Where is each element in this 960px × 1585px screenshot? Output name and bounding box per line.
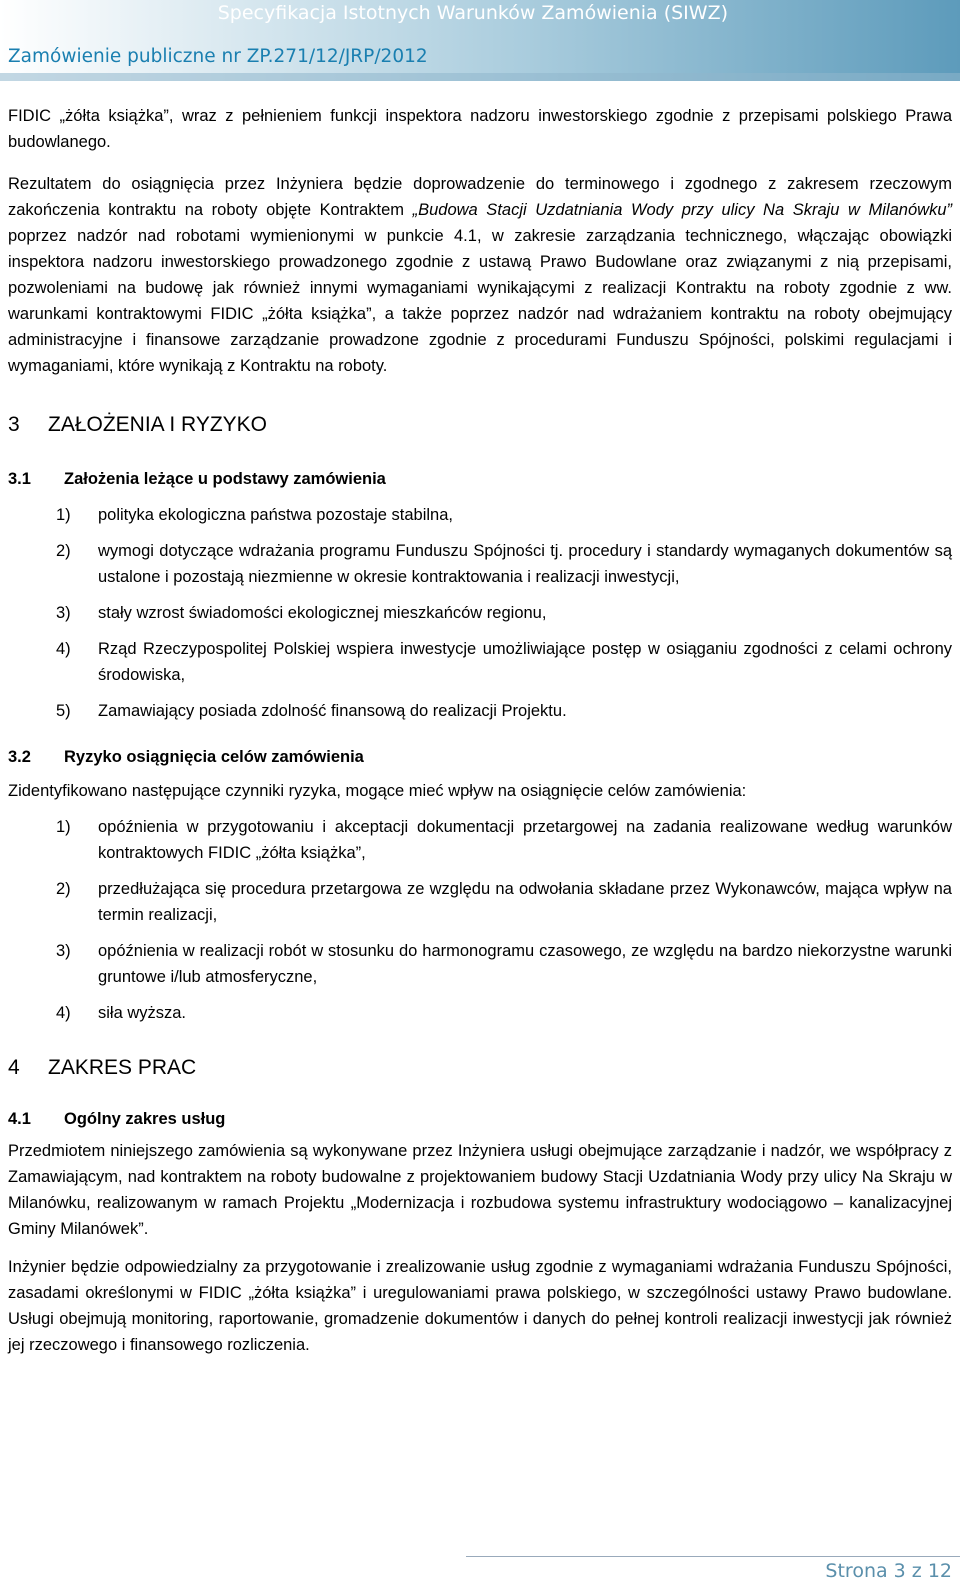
contract-name: „Budowa Stacji Uzdatniania Wody przy ulicy Na Skraju w Milanówku” bbox=[412, 201, 952, 219]
footer-rule bbox=[466, 1556, 960, 1557]
list-item: 2) przedłużająca się procedura przetargowa ze względu na odwołania składane przez Wykonawców, mająca wpływ na termin realizacji, bbox=[56, 880, 952, 924]
risk-list bbox=[8, 814, 952, 1026]
list-item: 2) wymogi dotyczące wdrażania programu Funduszu Spójności tj. procedury i standardy wymaganych dokumentów są ustalone i pozostają niezmienne w okresie kontraktowania i realizacji inwestycji, bbox=[56, 542, 952, 586]
list-item: 4) siła wyższa. bbox=[56, 1004, 187, 1022]
page-number: Strona 3 z 12 bbox=[825, 1560, 952, 1582]
risk-lead: Zidentyfikowano następujące czynniki ryzyka, mogące mieć wpływ na osiągnięcie celów zamówienia: bbox=[8, 782, 747, 800]
section-4-heading: 4 ZAKRES PRAC bbox=[8, 1056, 197, 1079]
scope-paragraph-1: Przedmiotem niniejszego zamówienia są wykonywane przez Inżyniera usługi obejmujące zarządzanie i nadzór, we współpracy z Zamawiającym, nad kontraktem na roboty budowalne z projektowaniem budowy Stacji Uzdatniania Wody przy ulicy Na Skraju w Milanówku, realizowanym w ramach Projektu „Modernizacja i rozbudowa systemu infrastruktury wodociągowo – kanalizacyjnej Gminy Milanówek”. bbox=[8, 1142, 952, 1238]
header-rule bbox=[0, 73, 960, 81]
section-3-heading: 3 ZAŁOŻENIA I RYZYKO bbox=[8, 413, 268, 436]
procurement-number: Zamówienie publiczne nr ZP.271/12/JRP/2012 bbox=[8, 46, 428, 67]
assumptions-list bbox=[8, 502, 952, 724]
list-item: 5) Zamawiający posiada zdolność finansową do realizacji Projektu. bbox=[56, 702, 567, 720]
intro-paragraph-1: FIDIC „żółta książka”, wraz z pełnieniem funkcji inspektora nadzoru inwestorskiego zgodnie z przepisami polskiego Prawa budowlanego. bbox=[8, 107, 952, 151]
list-item: 1) opóźnienia w przygotowaniu i akceptacji dokumentacji przetargowej na zadania realizowane według warunków kontraktowych FIDIC „żółta książka”, bbox=[56, 818, 952, 862]
scope-paragraph-2: Inżynier będzie odpowiedzialny za przygotowanie i zrealizowanie usług zgodnie z wymaganiami wdrażania Funduszu Spójności, zasadami określonymi w FIDIC „żółta książka” i uregulowaniami prawa polskiego, w szczególności ustawy Prawo budowlane. Usługi obejmują monitoring, raportowanie, gromadzenie dokumentów i danych do pełnej kontroli realizacji inwestycji jak również jej rzeczowego i finansowego rozliczenia. bbox=[8, 1258, 952, 1354]
page-content bbox=[8, 103, 952, 1358]
intro-paragraph-2: Rezultatem do osiągnięcia przez Inżyniera będzie doprowadzenie do terminowego i zgodnego z zakresem rzeczowym zakończenia kontraktu na roboty objęte Kontraktem „Budowa Stacji Uzdatniania Wody przy ulicy Na Skraju w Milanówku” poprzez nadzór nad robotami wymienionymi w punkcie 4.1, w zakresie zarządzania technicznego, włączając obowiązki inspektora nadzoru inwestorskiego prowadzonego zgodnie z ustawą Prawo Budowlane oraz związanymi z nią przepisami, pozwoleniami na budowę jak również innymi wymaganiami wynikającymi z realizacji Kontraktu na roboty zgodnie z ww. warunkami kontraktowymi FIDIC „żółta książka”, a także poprzez nadzór nad wdrażaniem kontraktu na roboty obejmujący administracyjne i finansowe zarządzanie prowadzone zgodnie z procedurami Funduszu Spójności, polskimi regulacjami i wymaganiami, które wynikają z Kontraktu na roboty. bbox=[8, 175, 952, 375]
document-title: Specyfikacja Istotnych Warunków Zamówienia (SIWZ) bbox=[217, 2, 728, 24]
section-3-1-heading: 3.1 Założenia leżące u podstawy zamówienia bbox=[8, 470, 386, 488]
section-3-2-heading: 3.2 Ryzyko osiągnięcia celów zamówienia bbox=[8, 748, 364, 766]
section-4-1-heading: 4.1 Ogólny zakres usług bbox=[8, 1110, 226, 1128]
list-item: 1) polityka ekologiczna państwa pozostaje stabilna, bbox=[56, 506, 453, 524]
list-item: 3) stały wzrost świadomości ekologicznej mieszkańców regionu, bbox=[56, 604, 547, 622]
list-item: 4) Rząd Rzeczypospolitej Polskiej wspiera inwestycje umożliwiające postęp w osiąganiu zgodności z celami ochrony środowiska, bbox=[56, 640, 952, 684]
list-item: 3) opóźnienia w realizacji robót w stosunku do harmonogramu czasowego, ze względu na bardzo niekorzystne warunki gruntowe i/lub atmosferyczne, bbox=[56, 942, 952, 986]
